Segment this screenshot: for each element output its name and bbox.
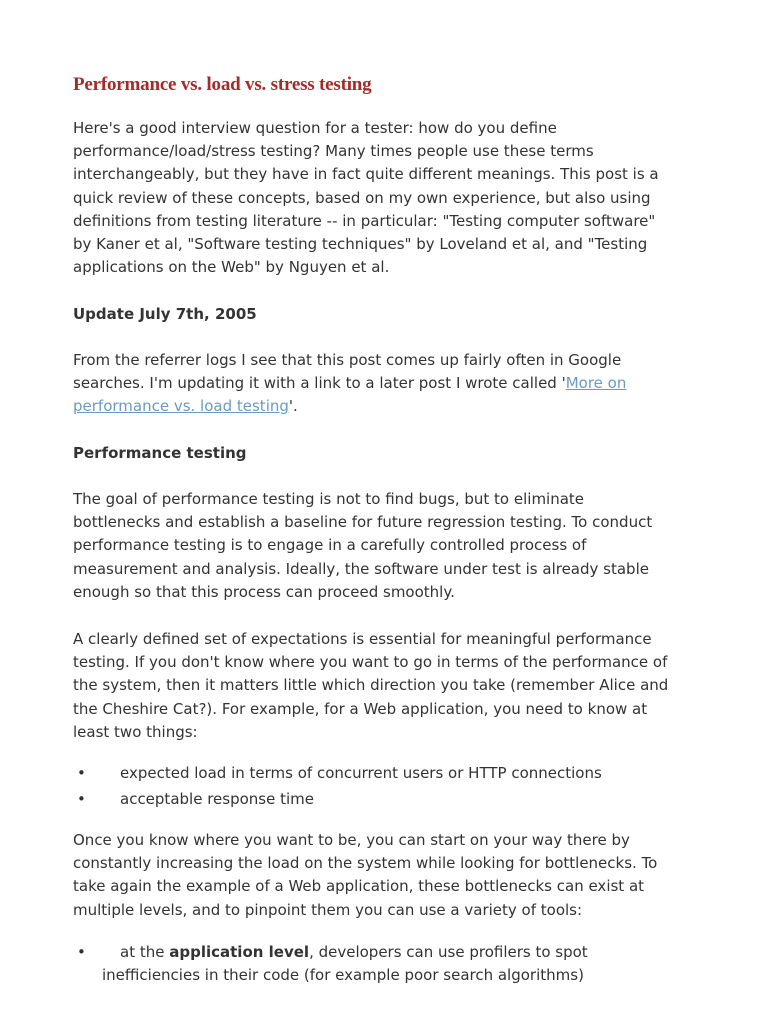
intro-line: interchangeably, but they have in fact quite different meanings. This post is a <box>73 165 659 184</box>
bullet-icon: • <box>77 943 86 961</box>
paragraph-line: Once you know where you want to be, you can start on your way there by <box>73 831 630 849</box>
intro-line: definitions from testing literature -- in particular: "Testing computer software" <box>73 211 656 230</box>
intro-line: applications on the Web" by Nguyen et al. <box>73 258 390 277</box>
paragraph-line: least two things: <box>73 722 198 741</box>
paragraph-line: the system, then it matters little which direction you take (remember Alice and <box>73 676 669 695</box>
update-line <box>73 395 703 418</box>
expectations-list <box>73 762 703 811</box>
paragraph-line: take again the example of a Web application, these bottlenecks can exist at <box>73 877 645 896</box>
paragraph-line: A clearly defined set of expectations is essential for meaningful performance <box>73 630 652 648</box>
update-line-suffix: '. <box>288 397 298 416</box>
bullet-icon: • <box>77 764 86 782</box>
list-item-text <box>73 941 703 964</box>
performance-paragraph-2 <box>73 628 703 744</box>
paragraph-line: multiple levels, and to pinpoint them you can use a variety of tools: <box>73 900 583 919</box>
list-item-continuation: inefficiencies in their code (for example poor search algorithms) <box>102 966 584 984</box>
more-on-performance-link[interactable]: More on <box>565 374 627 393</box>
application-level-term: application level <box>169 943 310 961</box>
paragraph-line: the Cheshire Cat?). For example, for a Web application, you need to know at <box>73 699 648 718</box>
update-line <box>73 372 703 395</box>
update-line: From the referrer logs I see that this post comes up fairly often in Google <box>73 351 622 369</box>
update-paragraph <box>73 349 703 419</box>
paragraph-line: measurement and analysis. Ideally, the software under test is already stable <box>73 559 649 578</box>
paragraph-line: constantly increasing the load on the system while looking for bottlenecks. To <box>73 854 658 873</box>
paragraph-line: testing. If you don't know where you want to go in terms of the performance of <box>73 653 668 672</box>
intro-paragraph <box>73 117 703 279</box>
intro-line: Here's a good interview question for a tester: how do you define <box>73 119 557 137</box>
list-item-rest: , developers can use profilers to spot <box>309 943 588 961</box>
list-item <box>73 941 703 987</box>
performance-paragraph-3 <box>73 829 703 922</box>
list-item-text: acceptable response time <box>120 790 314 808</box>
paragraph-line: bottlenecks and establish a baseline for future regression testing. To conduct <box>73 513 653 532</box>
list-item <box>73 788 703 811</box>
list-item-text: expected load in terms of concurrent users or HTTP connections <box>120 764 602 782</box>
paragraph-line: performance testing is to engage in a carefully controlled process of <box>73 536 587 555</box>
list-item <box>73 762 703 785</box>
tools-list <box>73 941 703 987</box>
bullet-icon: • <box>77 790 86 808</box>
intro-line: performance/load/stress testing? Many times people use these terms <box>73 142 594 161</box>
intro-line: quick review of these concepts, based on my own experience, but also using <box>73 188 651 207</box>
performance-paragraph-1 <box>73 488 703 604</box>
performance-testing-heading: Performance testing <box>73 444 247 462</box>
post-title: Performance vs. load vs. stress testing <box>73 74 372 95</box>
list-item-prefix: at the <box>120 943 170 961</box>
paragraph-line: The goal of performance testing is not to find bugs, but to eliminate <box>73 490 585 508</box>
more-on-performance-link-cont[interactable]: performance vs. load testing <box>73 397 289 416</box>
intro-line: by Kaner et al, "Software testing techniques" by Loveland et al, and "Testing <box>73 235 648 254</box>
paragraph-line: enough so that this process can proceed smoothly. <box>73 582 455 601</box>
update-heading: Update July 7th, 2005 <box>73 305 257 323</box>
update-line-text: searches. I'm updating it with a link to a later post I wrote called ' <box>73 374 566 393</box>
